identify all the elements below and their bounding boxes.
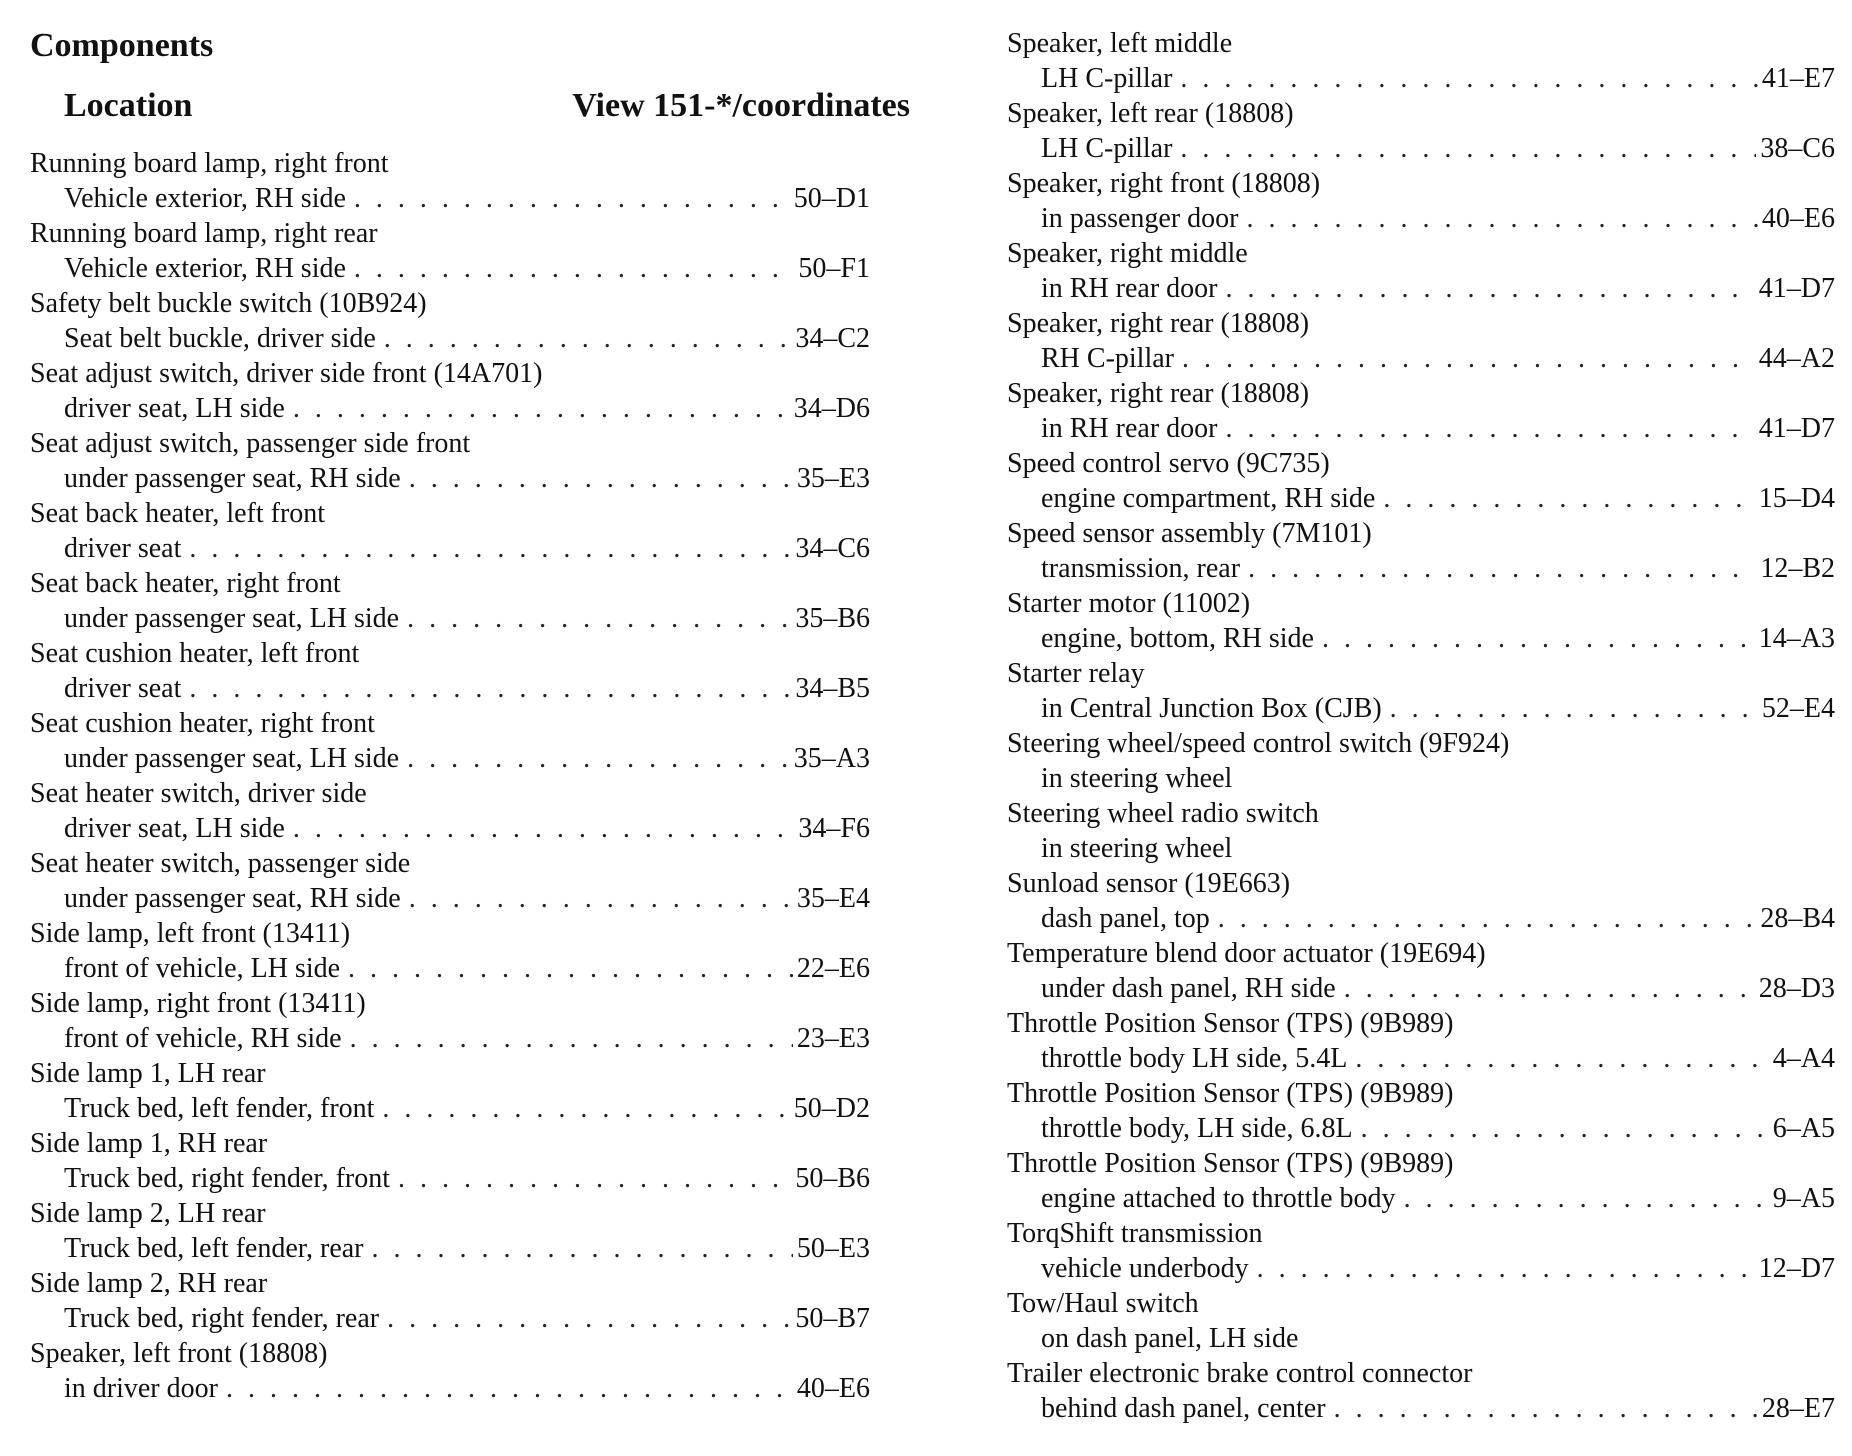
component-entry [1007, 1006, 1835, 1076]
component-location: on dash panel, LH side [1041, 1323, 1299, 1354]
component-location: in steering wheel [1041, 833, 1233, 864]
component-location: Vehicle exterior, RH side [64, 183, 346, 214]
view-coordinate: 50–D1 [793, 183, 870, 214]
component-location: engine attached to throttle body [1041, 1183, 1396, 1214]
dot-leader [1257, 1251, 1755, 1286]
view-coordinate: 50–D2 [793, 1093, 870, 1124]
component-entry [1007, 796, 1835, 866]
component-entry [30, 636, 870, 706]
dot-leader [409, 461, 793, 496]
column-header-row [30, 82, 910, 130]
component-location-line [30, 1161, 870, 1196]
component-location: LH C-pillar [1041, 63, 1173, 94]
component-entry [1007, 586, 1835, 656]
component-name: Starter motor (11002) [1007, 588, 1251, 619]
dot-leader [293, 391, 790, 426]
view-coordinate: 35–E3 [796, 463, 870, 494]
right-component-list [1007, 26, 1835, 1426]
view-coordinate: 35–E4 [796, 883, 870, 914]
dot-leader [1247, 201, 1758, 236]
view-coordinate: 23–E3 [796, 1023, 870, 1054]
component-location-line [30, 251, 870, 286]
component-location-line [1007, 271, 1835, 306]
view-coordinate: 15–D4 [1758, 483, 1835, 514]
dot-leader [1383, 481, 1754, 516]
component-location: under passenger seat, LH side [64, 603, 400, 634]
component-location-line [1007, 1251, 1835, 1286]
component-name: Steering wheel radio switch [1007, 798, 1319, 829]
component-location-line [30, 1371, 870, 1406]
component-location: dash panel, top [1041, 903, 1210, 934]
component-location: vehicle underbody [1041, 1253, 1249, 1284]
component-location-line [1007, 971, 1835, 1006]
component-name: Seat heater switch, passenger side [30, 848, 411, 879]
component-name: Side lamp 1, RH rear [30, 1128, 268, 1159]
dot-leader [1180, 61, 1757, 96]
component-location-line [1007, 901, 1835, 936]
dot-leader [226, 1371, 793, 1406]
component-entry [30, 1196, 870, 1266]
component-entry [1007, 166, 1835, 236]
component-location-line [30, 1021, 870, 1056]
component-entry [30, 776, 870, 846]
view-coordinate: 50–E3 [796, 1233, 870, 1264]
component-location-line [1007, 131, 1835, 166]
dot-leader [1355, 1041, 1768, 1076]
component-location: RH C-pillar [1041, 343, 1174, 374]
component-entry [30, 426, 870, 496]
component-entry [30, 146, 870, 216]
component-name: Steering wheel/speed control switch (9F924) [1007, 728, 1510, 759]
dot-leader [1322, 621, 1755, 656]
view-coordinate: 38–C6 [1760, 133, 1835, 164]
dot-leader [189, 531, 791, 566]
view-coordinate: 34–B5 [795, 673, 870, 704]
view-coordinate: 6–A5 [1772, 1113, 1835, 1144]
location-column-header: Location [64, 87, 193, 124]
component-location: throttle body LH side, 5.4L [1041, 1043, 1348, 1074]
component-entry [1007, 866, 1835, 936]
dot-leader [1390, 691, 1758, 726]
component-entry [1007, 1286, 1835, 1356]
component-location-line [1007, 551, 1835, 586]
component-location-line [1007, 1181, 1835, 1216]
component-entry [30, 356, 870, 426]
view-coordinate: 41–D7 [1758, 413, 1835, 444]
component-location-line [30, 601, 870, 636]
component-name: Seat adjust switch, driver side front (14A701) [30, 358, 543, 389]
component-location-line [30, 391, 870, 426]
component-name: Starter relay [1007, 658, 1145, 689]
component-location: throttle body, LH side, 6.8L [1041, 1113, 1353, 1144]
view-coordinate: 34–F6 [798, 813, 870, 844]
component-entry [30, 846, 870, 916]
view-coordinate: 40–E6 [1761, 203, 1835, 234]
dot-leader [354, 251, 795, 286]
component-name: Speaker, right middle [1007, 238, 1248, 269]
component-location-line [30, 321, 870, 356]
component-location-line [30, 951, 870, 986]
component-location: Vehicle exterior, RH side [64, 253, 346, 284]
component-name: Speed control servo (9C735) [1007, 448, 1330, 479]
component-name: Side lamp 1, LH rear [30, 1058, 266, 1089]
component-entry [30, 1056, 870, 1126]
component-name: Seat back heater, right front [30, 568, 341, 599]
dot-leader [348, 951, 793, 986]
view-coordinate: 28–D3 [1758, 973, 1835, 1004]
component-name: Seat cushion heater, left front [30, 638, 360, 669]
component-entry [1007, 1216, 1835, 1286]
component-entry [1007, 26, 1835, 96]
component-entry [1007, 96, 1835, 166]
dot-leader [293, 811, 795, 846]
dot-leader [189, 671, 791, 706]
component-name: Temperature blend door actuator (19E694) [1007, 938, 1486, 969]
view-coordinate: 50–B7 [795, 1303, 870, 1334]
component-entry [1007, 1146, 1835, 1216]
component-location-line [1007, 761, 1835, 796]
component-name: Side lamp, left front (13411) [30, 918, 351, 949]
component-location: in RH rear door [1041, 413, 1218, 444]
dot-leader [1218, 901, 1757, 936]
component-entry [30, 1336, 870, 1406]
component-location-line [30, 811, 870, 846]
component-entry [1007, 1076, 1835, 1146]
component-entry [30, 216, 870, 286]
view-coordinate: 40–E6 [796, 1373, 870, 1404]
component-location-line [1007, 691, 1835, 726]
dot-leader [1226, 411, 1755, 446]
component-name: Running board lamp, right rear [30, 218, 378, 249]
dot-leader [1334, 1391, 1758, 1426]
component-location: in steering wheel [1041, 763, 1233, 794]
view-coordinate: 12–D7 [1758, 1253, 1835, 1284]
component-location: driver seat [64, 673, 182, 704]
dot-leader [1344, 971, 1755, 1006]
component-location: LH C-pillar [1041, 133, 1173, 164]
component-location: driver seat, LH side [64, 813, 285, 844]
component-location-line [30, 1231, 870, 1266]
component-location: driver seat [64, 533, 182, 564]
dot-leader [407, 741, 790, 776]
component-entry [1007, 306, 1835, 376]
view-coordinate: 34–C2 [795, 323, 870, 354]
component-name: Speaker, left front (18808) [30, 1338, 328, 1369]
dot-leader [398, 1161, 791, 1196]
component-location: transmission, rear [1041, 553, 1241, 584]
component-entry [1007, 726, 1835, 796]
left-component-list [30, 146, 870, 1406]
dot-leader [382, 1091, 789, 1126]
component-entry [1007, 936, 1835, 1006]
component-location-line [1007, 481, 1835, 516]
view-coordinate: 22–E6 [796, 953, 870, 984]
view-coordinate: 14–A3 [1758, 623, 1835, 654]
component-name: Running board lamp, right front [30, 148, 389, 179]
view-coordinate: 52–E4 [1761, 693, 1835, 724]
component-location-line [1007, 1041, 1835, 1076]
component-location-line [30, 1091, 870, 1126]
component-location: Truck bed, right fender, rear [64, 1303, 380, 1334]
view-coordinate: 28–E7 [1761, 1393, 1835, 1424]
component-location: in RH rear door [1041, 273, 1218, 304]
component-entry [30, 706, 870, 776]
view-coordinate: 35–B6 [795, 603, 870, 634]
dot-leader [372, 1231, 793, 1266]
component-location: under passenger seat, RH side [64, 883, 401, 914]
component-location: in driver door [64, 1373, 218, 1404]
component-location: in Central Junction Box (CJB) [1041, 693, 1382, 724]
component-entry [30, 916, 870, 986]
component-location-line [30, 671, 870, 706]
component-entry [30, 566, 870, 636]
dot-leader [1226, 271, 1755, 306]
component-location: driver seat, LH side [64, 393, 285, 424]
component-entry [30, 986, 870, 1056]
component-location: Seat belt buckle, driver side [64, 323, 376, 354]
component-location: Truck bed, right fender, front [64, 1163, 390, 1194]
component-location: engine compartment, RH side [1041, 483, 1376, 514]
component-location-line [1007, 1321, 1835, 1356]
dot-leader [409, 881, 793, 916]
component-name: Speaker, right front (18808) [1007, 168, 1321, 199]
component-name: Speaker, left rear (18808) [1007, 98, 1294, 129]
section-title: Components [30, 27, 214, 64]
component-location-line [1007, 411, 1835, 446]
component-location: behind dash panel, center [1041, 1393, 1326, 1424]
dot-leader [387, 1301, 791, 1336]
component-name: Side lamp 2, RH rear [30, 1268, 268, 1299]
dot-leader [350, 1021, 793, 1056]
component-name: Safety belt buckle switch (10B924) [30, 288, 427, 319]
component-location: in passenger door [1041, 203, 1239, 234]
component-location-line [30, 881, 870, 916]
view-coordinate: 41–E7 [1761, 63, 1835, 94]
component-location: front of vehicle, LH side [64, 953, 341, 984]
component-name: Seat heater switch, driver side [30, 778, 367, 809]
component-location: engine, bottom, RH side [1041, 623, 1314, 654]
dot-leader [354, 181, 790, 216]
component-location-line [30, 531, 870, 566]
component-name: TorqShift transmission [1007, 1218, 1263, 1249]
dot-leader [1180, 131, 1756, 166]
component-location-line [30, 741, 870, 776]
component-name: Speed sensor assembly (7M101) [1007, 518, 1372, 549]
component-entry [1007, 446, 1835, 516]
component-name: Speaker, right rear (18808) [1007, 378, 1310, 409]
component-name: Side lamp 2, LH rear [30, 1198, 266, 1229]
component-name: Sunload sensor (19E663) [1007, 868, 1291, 899]
component-entry [30, 496, 870, 566]
dot-leader [1404, 1181, 1769, 1216]
dot-leader [1182, 341, 1755, 376]
component-location-line [30, 1301, 870, 1336]
component-location-line [1007, 201, 1835, 236]
dot-leader [1248, 551, 1756, 586]
component-location-line [1007, 341, 1835, 376]
component-location: front of vehicle, RH side [64, 1023, 342, 1054]
component-name: Throttle Position Sensor (TPS) (9B989) [1007, 1008, 1454, 1039]
component-entry [30, 286, 870, 356]
component-name: Seat adjust switch, passenger side front [30, 428, 471, 459]
component-location-line [1007, 1391, 1835, 1426]
component-location-line [30, 461, 870, 496]
component-location: under passenger seat, LH side [64, 743, 400, 774]
dot-leader [384, 321, 792, 356]
component-location: Truck bed, left fender, front [64, 1093, 375, 1124]
view-coordinate: 28–B4 [1760, 903, 1835, 934]
component-entry [30, 1266, 870, 1336]
component-location: under passenger seat, RH side [64, 463, 401, 494]
component-name: Speaker, right rear (18808) [1007, 308, 1310, 339]
view-coordinate: 50–B6 [795, 1163, 870, 1194]
view-coordinate: 4–A4 [1772, 1043, 1835, 1074]
component-entry [1007, 516, 1835, 586]
view-coordinate: 50–F1 [798, 253, 870, 284]
view-coordinate: 12–B2 [1760, 553, 1835, 584]
view-coordinate: 34–D6 [793, 393, 870, 424]
component-name: Throttle Position Sensor (TPS) (9B989) [1007, 1078, 1454, 1109]
component-name: Speaker, left middle [1007, 28, 1233, 59]
view-coordinate: 9–A5 [1772, 1183, 1835, 1214]
component-name: Seat back heater, left front [30, 498, 326, 529]
component-entry [1007, 236, 1835, 306]
component-name: Trailer electronic brake control connector [1007, 1358, 1473, 1389]
component-location-line [1007, 1111, 1835, 1146]
component-name: Throttle Position Sensor (TPS) (9B989) [1007, 1148, 1454, 1179]
view-coordinate: 35–A3 [793, 743, 870, 774]
component-entry [1007, 376, 1835, 446]
component-location: Truck bed, left fender, rear [64, 1233, 364, 1264]
component-name: Seat cushion heater, right front [30, 708, 375, 739]
component-name: Tow/Haul switch [1007, 1288, 1199, 1319]
view-coordinates-column-header: View 151-*/coordinates [572, 87, 910, 124]
dot-leader [1361, 1111, 1769, 1146]
dot-leader [407, 601, 791, 636]
component-location: under dash panel, RH side [1041, 973, 1336, 1004]
component-entry [30, 1126, 870, 1196]
component-name: Side lamp, right front (13411) [30, 988, 366, 1019]
component-entry [1007, 1356, 1835, 1426]
component-entry [1007, 656, 1835, 726]
view-coordinate: 44–A2 [1758, 343, 1835, 374]
component-location-line [1007, 61, 1835, 96]
view-coordinate: 41–D7 [1758, 273, 1835, 304]
component-location-line [30, 181, 870, 216]
component-location-line [1007, 831, 1835, 866]
view-coordinate: 34–C6 [795, 533, 870, 564]
component-location-line [1007, 621, 1835, 656]
